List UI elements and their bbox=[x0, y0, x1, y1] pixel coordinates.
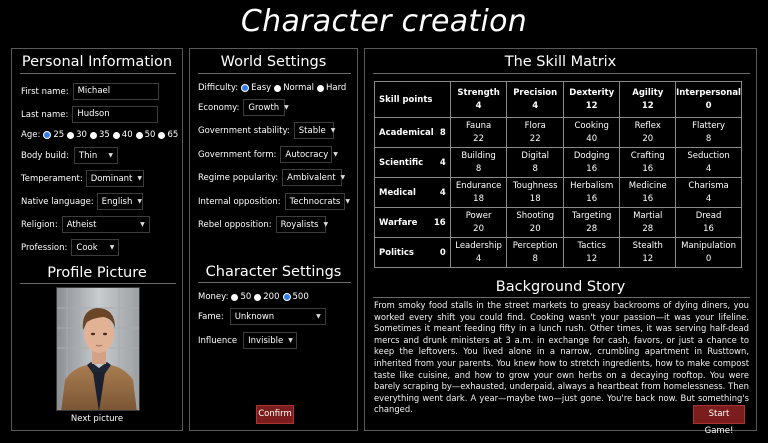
influence-label: Influence bbox=[198, 335, 238, 346]
economy-value: Growth bbox=[248, 102, 280, 113]
money-row bbox=[198, 292, 309, 302]
body-label: Body build: bbox=[21, 150, 69, 161]
popularity-select[interactable] bbox=[282, 169, 346, 186]
row-header bbox=[375, 118, 451, 148]
skill-cell bbox=[676, 178, 742, 208]
fame-label: Fame: bbox=[198, 311, 224, 322]
skill-value: 22 bbox=[473, 133, 484, 144]
age-row bbox=[21, 130, 178, 140]
fame-row bbox=[198, 308, 326, 325]
difficulty-radio-easy[interactable] bbox=[241, 84, 249, 92]
column-value: 4 bbox=[532, 100, 539, 111]
column-agility bbox=[620, 82, 676, 118]
skill-cell bbox=[450, 148, 507, 178]
temperament-row bbox=[21, 170, 144, 187]
profession-row bbox=[21, 239, 119, 256]
skill-name: Medicine bbox=[628, 180, 667, 191]
religion-value: Atheist bbox=[66, 219, 97, 230]
divider bbox=[198, 282, 351, 283]
skill-value: 8 bbox=[532, 253, 538, 264]
skill-value: 8 bbox=[705, 133, 712, 144]
profile-heading: Profile Picture bbox=[47, 265, 147, 281]
row-value: 16 bbox=[433, 217, 446, 228]
skill-value: 20 bbox=[473, 223, 484, 234]
religion-select[interactable] bbox=[62, 216, 150, 233]
last-name-row bbox=[21, 106, 158, 123]
skill-value: 4 bbox=[705, 163, 712, 174]
stability-row bbox=[198, 122, 334, 139]
first-name-row bbox=[21, 83, 159, 100]
column-name: Strength bbox=[457, 87, 500, 98]
skill-cell bbox=[676, 118, 742, 148]
chevron-down-icon: ▼ bbox=[330, 127, 336, 134]
form-row bbox=[198, 146, 338, 163]
column-name: Interpersonal bbox=[676, 87, 741, 98]
skill-cell bbox=[507, 178, 564, 208]
influence-row bbox=[198, 332, 297, 349]
form-value: Autocracy bbox=[285, 149, 329, 160]
difficulty-option-easy: Easy bbox=[251, 83, 272, 93]
religion-label: Religion: bbox=[21, 219, 58, 230]
chevron-down-icon: ▼ bbox=[137, 175, 143, 182]
column-precision bbox=[507, 82, 564, 118]
skill-cell bbox=[563, 238, 619, 268]
skill-value: 28 bbox=[586, 223, 598, 234]
profession-value: Cook bbox=[76, 242, 98, 253]
skill-name: Digital bbox=[521, 150, 549, 161]
chevron-down-icon: ▼ bbox=[323, 221, 329, 228]
profile-portrait bbox=[56, 287, 140, 411]
skill-name: Crafting bbox=[630, 150, 665, 161]
skill-name: Dread bbox=[695, 210, 722, 221]
skill-value: 16 bbox=[703, 223, 714, 234]
skill-cell bbox=[563, 208, 619, 238]
skill-cell bbox=[563, 178, 619, 208]
form-select[interactable] bbox=[280, 146, 338, 163]
first-name-input[interactable]: Michael bbox=[73, 83, 159, 100]
age-radio-40[interactable] bbox=[113, 132, 120, 139]
personal-panel bbox=[11, 48, 183, 431]
last-name-input[interactable]: Hudson bbox=[72, 106, 158, 123]
column-value: 0 bbox=[705, 100, 712, 111]
skill-row-scientific bbox=[375, 148, 742, 178]
skill-value: 4 bbox=[475, 253, 482, 264]
skill-value: 4 bbox=[705, 193, 712, 204]
internal-value: Technocrats bbox=[289, 196, 341, 207]
body-value: Thin bbox=[78, 150, 98, 161]
skill-value: 12 bbox=[642, 253, 654, 264]
skill-cell bbox=[620, 148, 676, 178]
chevron-down-icon: ▼ bbox=[284, 104, 289, 111]
row-name: Scientific bbox=[379, 157, 424, 168]
column-strength bbox=[450, 82, 507, 118]
profession-label: Profession: bbox=[21, 242, 68, 253]
skill-value: 20 bbox=[529, 223, 541, 234]
internal-label: Internal opposition: bbox=[198, 196, 281, 207]
difficulty-row bbox=[198, 83, 346, 93]
divider bbox=[198, 73, 351, 74]
economy-label: Economy: bbox=[198, 102, 240, 113]
skill-name: Targeting bbox=[571, 210, 612, 221]
skill-cell bbox=[676, 208, 742, 238]
skill-value: 0 bbox=[705, 253, 712, 264]
popularity-value: Ambivalent bbox=[287, 172, 336, 183]
skill-cell bbox=[620, 238, 676, 268]
skill-points-label: Skill points bbox=[375, 82, 451, 118]
row-value: 4 bbox=[439, 187, 446, 198]
divider bbox=[20, 73, 176, 74]
language-value: English bbox=[101, 196, 133, 207]
skill-name: Reflex bbox=[634, 120, 661, 131]
skill-cell bbox=[620, 208, 676, 238]
column-dexterity bbox=[563, 82, 619, 118]
skill-row-warfare bbox=[375, 208, 742, 238]
row-value: 0 bbox=[439, 247, 446, 258]
row-name: Medical bbox=[379, 187, 416, 198]
skill-cell bbox=[620, 118, 676, 148]
row-header bbox=[375, 178, 451, 208]
chevron-down-icon: ▼ bbox=[108, 152, 113, 159]
skill-name: Charisma bbox=[688, 180, 729, 191]
age-label: Age: bbox=[21, 130, 41, 140]
age-option-65: 65 bbox=[167, 130, 179, 140]
column-value: 12 bbox=[585, 100, 598, 111]
skill-name: Perception bbox=[512, 240, 558, 251]
stability-select[interactable] bbox=[294, 122, 334, 139]
skill-value: 20 bbox=[642, 133, 654, 144]
row-value: 8 bbox=[439, 127, 446, 138]
body-select[interactable] bbox=[74, 147, 118, 164]
row-header bbox=[375, 238, 451, 268]
skill-value: 16 bbox=[586, 193, 598, 204]
rebel-select[interactable] bbox=[276, 216, 329, 233]
age-option-35: 35 bbox=[98, 130, 110, 140]
language-label: Native language: bbox=[21, 196, 94, 207]
skill-cell bbox=[507, 148, 564, 178]
chevron-down-icon: ▼ bbox=[345, 198, 350, 205]
skill-cell bbox=[450, 238, 507, 268]
skill-cell bbox=[507, 118, 564, 148]
confirm-button[interactable]: Confirm bbox=[256, 405, 294, 424]
divider bbox=[20, 283, 176, 284]
row-name: Warfare bbox=[379, 217, 418, 228]
fame-value: Unknown bbox=[234, 311, 275, 322]
column-value: 4 bbox=[475, 100, 482, 111]
skill-row-politics bbox=[375, 238, 742, 268]
row-header bbox=[375, 148, 451, 178]
chevron-down-icon: ▼ bbox=[316, 313, 321, 320]
chevron-down-icon: ▼ bbox=[340, 174, 346, 181]
skill-cell bbox=[676, 148, 742, 178]
language-select[interactable] bbox=[97, 193, 143, 210]
difficulty-option-normal: Normal bbox=[283, 83, 314, 93]
skill-value: 18 bbox=[473, 193, 484, 204]
skill-value: 8 bbox=[475, 163, 482, 174]
skill-value: 40 bbox=[586, 133, 598, 144]
row-name: Politics bbox=[379, 247, 414, 258]
skill-name: Cooking bbox=[574, 120, 609, 131]
skill-name: Seduction bbox=[687, 150, 730, 161]
divider bbox=[373, 73, 750, 74]
skill-cell bbox=[507, 208, 564, 238]
skill-cell bbox=[620, 178, 676, 208]
skill-cell bbox=[450, 178, 507, 208]
money-radio-50[interactable] bbox=[231, 294, 238, 301]
row-name: Academical bbox=[379, 127, 434, 138]
skill-row-academical bbox=[375, 118, 742, 148]
money-label: Money: bbox=[198, 292, 229, 302]
age-radio-65[interactable] bbox=[158, 132, 165, 139]
skill-cell bbox=[507, 238, 564, 268]
temperament-select[interactable] bbox=[86, 170, 144, 187]
fame-select[interactable] bbox=[230, 308, 326, 325]
row-value: 4 bbox=[439, 157, 446, 168]
form-label: Government form: bbox=[198, 149, 277, 160]
money-option-500: 500 bbox=[292, 292, 309, 302]
skill-value: 18 bbox=[529, 193, 541, 204]
money-radio-500[interactable] bbox=[283, 293, 291, 301]
stability-value: Stable bbox=[298, 125, 326, 136]
difficulty-option-hard: Hard bbox=[325, 83, 347, 93]
rebel-label: Rebel opposition: bbox=[198, 219, 272, 230]
skill-value: 12 bbox=[586, 253, 598, 264]
skill-name: Dodging bbox=[573, 150, 610, 161]
economy-row bbox=[198, 99, 289, 116]
money-option-50: 50 bbox=[240, 292, 252, 302]
age-radio-50[interactable] bbox=[136, 132, 143, 139]
page-title: Character creation bbox=[240, 4, 528, 39]
language-row bbox=[21, 193, 143, 210]
chevron-down-icon: ▼ bbox=[140, 221, 145, 228]
column-name: Dexterity bbox=[569, 87, 615, 98]
skills-heading: The Skill Matrix bbox=[504, 54, 617, 70]
background-heading: Background Story bbox=[495, 279, 626, 295]
age-radio-35[interactable] bbox=[90, 132, 97, 139]
chevron-down-icon: ▼ bbox=[137, 198, 142, 205]
character-heading: Character Settings bbox=[205, 264, 342, 280]
popularity-label: Regime popularity: bbox=[198, 172, 279, 183]
portrait-image bbox=[57, 288, 140, 411]
skill-value: 16 bbox=[642, 193, 654, 204]
age-option-25: 25 bbox=[53, 130, 65, 140]
start-game-button[interactable]: Start Game! bbox=[693, 405, 745, 424]
money-option-200: 200 bbox=[263, 292, 280, 302]
skill-name: Power bbox=[465, 210, 492, 221]
skill-cell bbox=[450, 118, 507, 148]
skill-matrix-table bbox=[374, 81, 742, 268]
skill-name: Fauna bbox=[465, 120, 492, 131]
divider bbox=[373, 297, 750, 298]
temperament-value: Dominant bbox=[90, 173, 133, 184]
skill-value: 28 bbox=[642, 223, 654, 234]
skill-name: Leadership bbox=[455, 240, 502, 251]
skill-value: 16 bbox=[586, 163, 598, 174]
profession-select[interactable] bbox=[71, 239, 119, 256]
column-name: Precision bbox=[513, 87, 558, 98]
skill-name: Toughness bbox=[512, 180, 558, 191]
skill-name: Herbalism bbox=[570, 180, 614, 191]
world-panel bbox=[189, 48, 358, 431]
difficulty-label: Difficulty: bbox=[198, 83, 239, 93]
skill-name: Endurance bbox=[455, 180, 502, 191]
skills-panel bbox=[364, 48, 757, 436]
world-heading: World Settings bbox=[220, 54, 327, 70]
column-interpersonal bbox=[676, 82, 742, 118]
religion-row bbox=[21, 216, 150, 233]
rebel-value: Royalists bbox=[280, 219, 319, 230]
skill-name: Shooting bbox=[516, 210, 555, 221]
stability-label: Government stability: bbox=[198, 125, 290, 136]
skill-name: Flora bbox=[524, 120, 546, 131]
skill-cell bbox=[450, 208, 507, 238]
money-radio-200[interactable] bbox=[254, 294, 261, 301]
age-option-50: 50 bbox=[144, 130, 156, 140]
body-row bbox=[21, 147, 118, 164]
skill-name: Stealth bbox=[632, 240, 663, 251]
rebel-row bbox=[198, 216, 329, 233]
skill-value: 22 bbox=[529, 133, 541, 144]
popularity-row bbox=[198, 169, 346, 186]
age-option-40: 40 bbox=[121, 130, 133, 140]
chevron-down-icon: ▼ bbox=[109, 244, 115, 251]
background-story: From smoky food stalls in the street markets to greasy backrooms of dying diners, you worked every shift you could find. Cooking wasn't your passion—it was your lifeline. Sometimes it meant feeding fifty in a lunch rush. Other times, it was serving half-dead mercs and drunk ministers at 3 a.m. in exchange for cash, favors, or just a chance to keep the leftovers. You lived alone in a narrow, crumbling apartment in Rusttown, inherited from your parents. You knew how to stretch ingredients, how to make compost taste like cuisine, and how to grow your own herbs on a decaying rooftop. You were barely scraping by—exhausted, underpaid, always a heartbeat from homelessness. Then everything went dark. A year—maybe two—just gone. You're back now. But something's changed. bbox=[374, 300, 749, 415]
skill-name: Manipulation bbox=[681, 240, 736, 251]
skill-name: Flattery bbox=[692, 120, 725, 131]
internal-select[interactable] bbox=[285, 193, 350, 210]
row-header bbox=[375, 208, 451, 238]
skill-header-row bbox=[375, 82, 742, 118]
last-name-label: Last name: bbox=[21, 109, 69, 120]
skill-value: 8 bbox=[532, 163, 538, 174]
next-picture-button[interactable]: Next picture bbox=[70, 414, 124, 424]
first-name-label: First name: bbox=[21, 86, 69, 97]
chevron-down-icon: ▼ bbox=[288, 337, 293, 344]
skill-cell bbox=[563, 148, 619, 178]
column-value: 12 bbox=[641, 100, 654, 111]
column-name: Agility bbox=[632, 87, 664, 98]
chevron-down-icon: ▼ bbox=[333, 151, 338, 158]
age-radio-30[interactable] bbox=[67, 132, 74, 139]
skill-row-medical bbox=[375, 178, 742, 208]
age-option-30: 30 bbox=[76, 130, 87, 140]
difficulty-radio-hard[interactable] bbox=[317, 85, 324, 92]
personal-heading: Personal Information bbox=[21, 54, 173, 70]
internal-row bbox=[198, 193, 350, 210]
economy-select[interactable] bbox=[243, 99, 289, 116]
influence-select[interactable] bbox=[243, 332, 297, 349]
skill-name: Martial bbox=[633, 210, 663, 221]
skill-cell bbox=[563, 118, 619, 148]
skill-name: Tactics bbox=[577, 240, 606, 251]
difficulty-radio-normal[interactable] bbox=[274, 85, 281, 92]
temperament-label: Temperament: bbox=[21, 173, 83, 184]
influence-value: Invisible bbox=[248, 335, 284, 346]
skill-value: 16 bbox=[642, 163, 654, 174]
age-radio-25[interactable] bbox=[43, 131, 51, 139]
skill-name: Building bbox=[461, 150, 496, 161]
skill-cell bbox=[676, 238, 742, 268]
